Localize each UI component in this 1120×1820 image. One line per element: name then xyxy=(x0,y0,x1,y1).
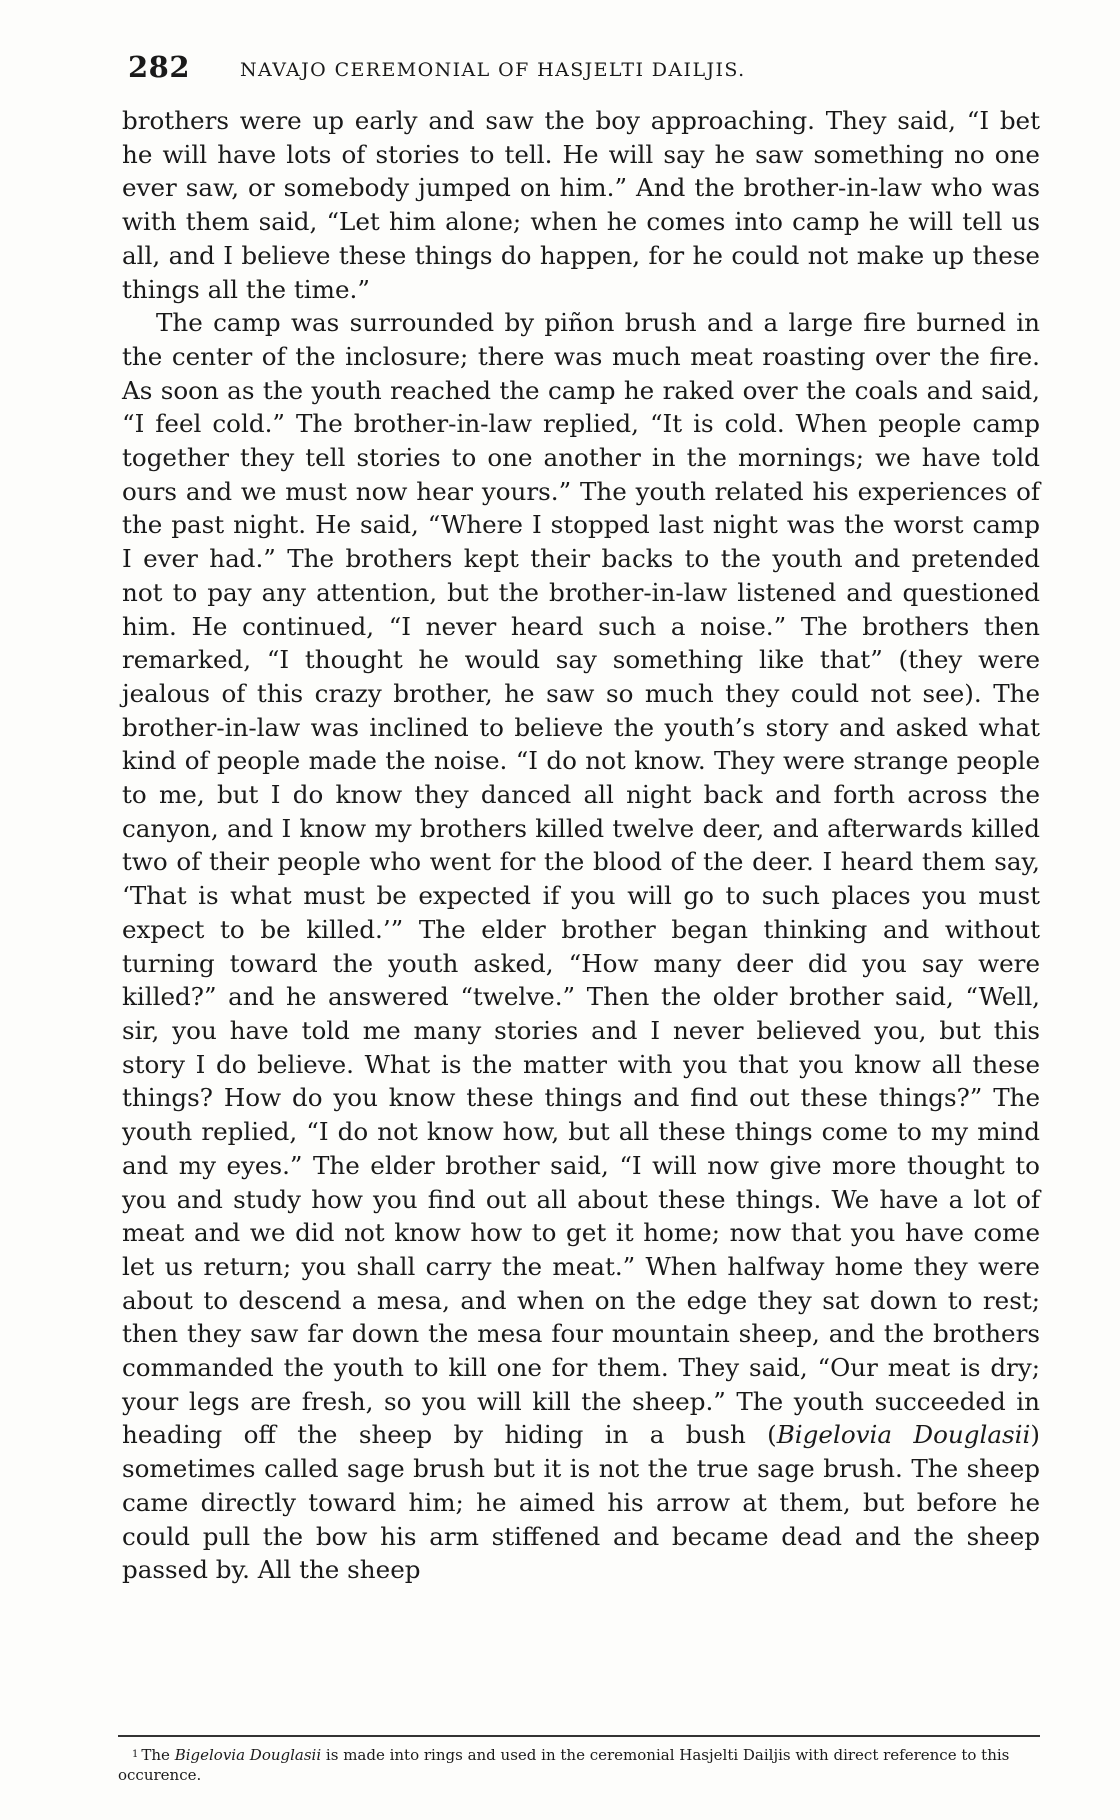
paragraph-text: The camp was surrounded by piñon brush and a large fire burned in the center of the inclosure; there was much meat roasting over the fire. As soon as the youth reached the camp he raked over the coals and said, “I feel cold.” The brother-in-law replied, “It is cold. When people camp together they tell stories to one another in the mornings; we have told ours and we must now hear yours.” The youth related his experiences of the past night. He said, “Where I stopped last night was the worst camp I ever had.” The brothers kept their backs to the youth and pretended not to pay any attention, but the brother-in-law listened and questioned him. He continued, “I never heard such a noise.” The brothers then remarked, “I thought he would say something like that” (they were jealous of this crazy brother, he saw so much they could not see). The brother-in-law was inclined to believe the youth’s story and asked what kind of people made the noise. “I do not know. They were strange people to me, but I do know they danced all night back and forth across the canyon, and I know my brothers killed twelve deer, and afterwards killed two of their people who went for the blood of the deer. I heard them say, ‘That is what must be expected if you will go to such places you must expect to be killed.’” The elder brother began thinking and without turning toward the youth asked, “How many deer did you say were killed?” and he answered “twelve.” Then the older brother said, “Well, sir, you have told me many stories and I never believed you, but this story I do believe. What is the matter with you that you know all these things? How do you know these things and find out these things?” The youth replied, “I do not know how, but all these things come to my mind and my eyes.” The elder brother said, “I will now give more thought to you and study how you find out all about these things. We have a lot of meat and we did not know how to get it home; now that you have come let us return; you shall carry the meat.” When halfway home they were about to descend a mesa, and when on the edge they sat down to rest; then they saw far down the mesa four mountain sheep, and the brothers commanded the youth to kill one for them. They said, “Our meat is dry; your legs are fresh, so you will kill the sheep.” The youth succeeded in heading off the sheep by hiding in a bush ( xyxy=(122,308,1040,1450)
footnote-marker: 1 xyxy=(132,1749,139,1760)
paragraph-text-end: ) sometimes called sage brush but it is not the true sage brush. The sheep came directly toward him; he aimed his arrow at them, but before he could pull the bow his arm stiffened and became dead and the sheep passed by. All the sheep xyxy=(122,1420,1040,1585)
page-number: 282 xyxy=(128,50,191,84)
footnote xyxy=(118,1745,1040,1785)
footnote-prefix: The xyxy=(141,1746,175,1764)
scientific-name: Bigelovia Douglasii xyxy=(776,1420,1031,1450)
body-text xyxy=(122,104,1040,1587)
paragraph-camp-story xyxy=(122,306,1040,1587)
footnote-scientific-name: Bigelovia Douglasii xyxy=(174,1746,322,1764)
footnote-divider xyxy=(118,1735,1040,1737)
page-header xyxy=(128,50,1028,90)
footnote-text: is made into rings and used in the ceremonial Hasjelti Dailjis with direct reference to this occurence. xyxy=(118,1746,1010,1784)
running-title: NAVAJO CEREMONIAL OF HASJELTI DAILJIS. xyxy=(240,59,746,81)
paragraph-continued: brothers were up early and saw the boy approaching. They said, “I bet he will have lots of stories to tell. He will say he saw something no one ever saw, or somebody jumped on him.” And the brother-in-law who was with them said, “Let him alone; when he comes into camp he will tell us all, and I believe these things do happen, for he could not make up these things all the time.” xyxy=(122,106,1040,304)
